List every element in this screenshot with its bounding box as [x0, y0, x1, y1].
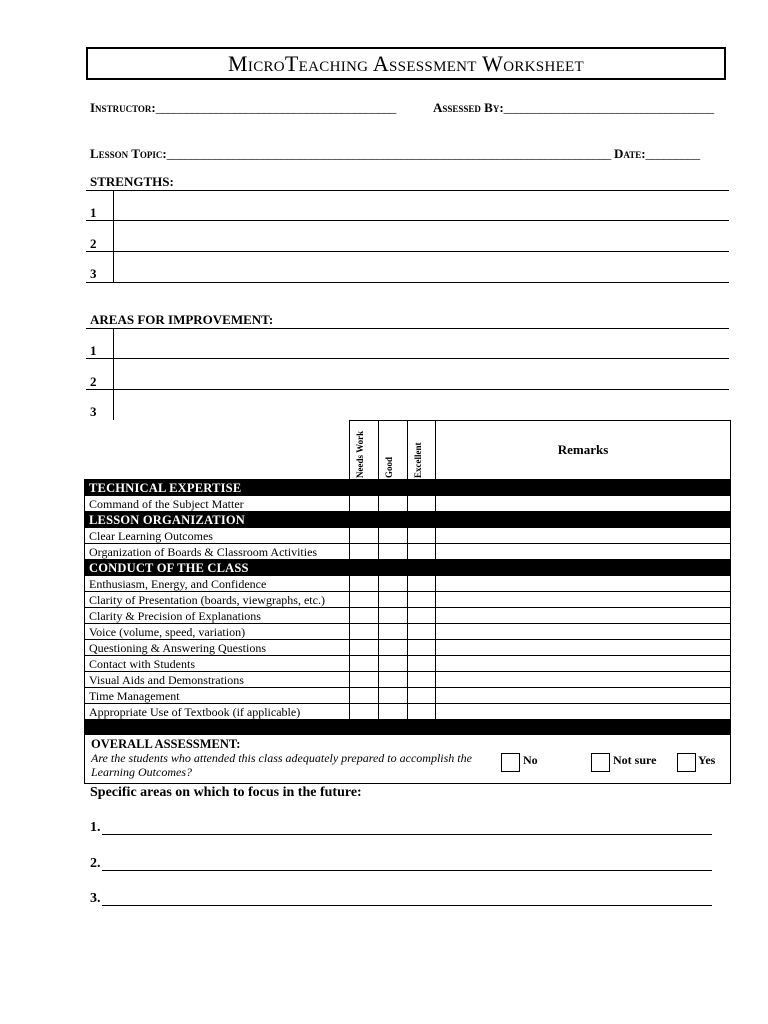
- strength-line-1[interactable]: [86, 220, 729, 221]
- table-row: [85, 656, 731, 672]
- excellent-cell[interactable]: [408, 592, 436, 608]
- criterion-label: Clarity of Presentation (boards, viewgraphs, etc.): [85, 592, 350, 608]
- instructor-label: Instructor:: [90, 100, 156, 115]
- future-heading: Specific areas on which to focus in the future:: [90, 785, 362, 800]
- excellent-cell[interactable]: [408, 544, 436, 560]
- section-header: [85, 560, 731, 576]
- criterion-label: Organization of Boards & Classroom Activities: [85, 544, 350, 560]
- remarks-cell[interactable]: [436, 672, 731, 688]
- needs-work-cell[interactable]: [350, 640, 379, 656]
- page-title: MicroTeaching Assessment Worksheet: [228, 50, 584, 76]
- column-excellent: Excellent: [408, 421, 436, 480]
- table-row: [85, 672, 731, 688]
- section-header: [85, 512, 731, 528]
- table-row: [85, 704, 731, 720]
- good-cell[interactable]: [379, 640, 408, 656]
- excellent-cell[interactable]: [408, 528, 436, 544]
- criterion-label: Time Management: [85, 688, 350, 704]
- strengths-heading: STRENGTHS:: [90, 174, 174, 189]
- instructor-blank[interactable]: ________________________________________: [155, 100, 396, 115]
- good-cell[interactable]: [379, 688, 408, 704]
- rating-table: [84, 420, 731, 784]
- needs-work-cell[interactable]: [350, 592, 379, 608]
- section-header: [85, 480, 731, 496]
- overall-title: OVERALL ASSESSMENT:: [91, 737, 241, 751]
- strength-number-2: 2: [90, 236, 97, 251]
- needs-work-cell[interactable]: [350, 576, 379, 592]
- improvement-number-1: 1: [90, 343, 97, 358]
- excellent-cell[interactable]: [408, 704, 436, 720]
- criterion-label: Clear Learning Outcomes: [85, 528, 350, 544]
- criterion-label: Voice (volume, speed, variation): [85, 624, 350, 640]
- table-row: [85, 608, 731, 624]
- checkbox-no[interactable]: [501, 753, 520, 772]
- criterion-label: Appropriate Use of Textbook (if applicable): [85, 704, 350, 720]
- remarks-cell[interactable]: [436, 704, 731, 720]
- strength-line-3[interactable]: [86, 282, 729, 283]
- column-good: Good: [379, 421, 408, 480]
- needs-work-cell[interactable]: [350, 704, 379, 720]
- assessed-by-field[interactable]: [433, 99, 714, 117]
- table-row: [85, 688, 731, 704]
- strength-number-1: 1: [90, 205, 97, 220]
- section-title: CONDUCT OF THE CLASS: [85, 560, 731, 576]
- improvement-number-2: 2: [90, 374, 97, 389]
- criterion-label: Enthusiasm, Energy, and Confidence: [85, 576, 350, 592]
- remarks-cell[interactable]: [436, 528, 731, 544]
- table-row: [85, 592, 731, 608]
- date-blank[interactable]: _________: [645, 146, 700, 161]
- criterion-label: Questioning & Answering Questions: [85, 640, 350, 656]
- needs-work-cell[interactable]: [350, 608, 379, 624]
- future-line-3[interactable]: [102, 905, 712, 906]
- section-title: LESSON ORGANIZATION: [85, 512, 731, 528]
- table-row: [85, 576, 731, 592]
- excellent-cell[interactable]: [408, 576, 436, 592]
- divider: [113, 328, 114, 420]
- remarks-cell[interactable]: [436, 688, 731, 704]
- good-cell[interactable]: [379, 704, 408, 720]
- date-label: Date:: [614, 146, 646, 161]
- table-row: [85, 544, 731, 560]
- remarks-cell[interactable]: [436, 592, 731, 608]
- table-row: [85, 496, 731, 512]
- overall-assessment-row: [85, 735, 731, 784]
- improvement-line-2[interactable]: [86, 389, 729, 390]
- divider: [113, 190, 114, 282]
- future-number-2: 2.: [90, 856, 101, 871]
- remarks-cell[interactable]: [436, 656, 731, 672]
- divider: [85, 720, 731, 735]
- future-line-1[interactable]: [102, 834, 712, 835]
- future-line-2[interactable]: [102, 870, 712, 871]
- needs-work-cell[interactable]: [350, 688, 379, 704]
- future-number-3: 3.: [90, 891, 101, 906]
- remarks-cell[interactable]: [436, 576, 731, 592]
- improvement-line-1[interactable]: [86, 358, 729, 359]
- excellent-cell[interactable]: [408, 640, 436, 656]
- table-header-row: [85, 421, 731, 480]
- excellent-cell[interactable]: [408, 496, 436, 512]
- checkbox-not-sure[interactable]: [591, 753, 610, 772]
- good-cell[interactable]: [379, 592, 408, 608]
- table-row: [85, 640, 731, 656]
- column-remarks: Remarks: [436, 421, 731, 480]
- good-cell[interactable]: [379, 496, 408, 512]
- divider: [86, 328, 729, 329]
- section-title: TECHNICAL EXPERTISE: [85, 480, 731, 496]
- good-cell[interactable]: [379, 576, 408, 592]
- good-cell[interactable]: [379, 624, 408, 640]
- needs-work-cell[interactable]: [350, 672, 379, 688]
- needs-work-cell[interactable]: [350, 544, 379, 560]
- lesson-topic-field[interactable]: [90, 145, 611, 163]
- column-needs-work: Needs Work: [350, 421, 379, 480]
- criterion-label: Command of the Subject Matter: [85, 496, 350, 512]
- instructor-field[interactable]: [90, 99, 396, 117]
- assessed-by-blank[interactable]: ___________________________________: [503, 100, 714, 115]
- table-row: [85, 624, 731, 640]
- excellent-cell[interactable]: [408, 624, 436, 640]
- remarks-cell[interactable]: [436, 640, 731, 656]
- option-yes-label: Yes: [698, 753, 716, 767]
- good-cell[interactable]: [379, 608, 408, 624]
- needs-work-cell[interactable]: [350, 496, 379, 512]
- assessed-by-label: Assessed By:: [433, 100, 504, 115]
- good-cell[interactable]: [379, 656, 408, 672]
- lesson-topic-label: Lesson Topic:: [90, 146, 167, 161]
- future-number-1: 1.: [90, 820, 101, 835]
- strength-number-3: 3: [90, 266, 97, 281]
- remarks-cell[interactable]: [436, 608, 731, 624]
- remarks-cell[interactable]: [436, 544, 731, 560]
- overall-question: Are the students who attended this class adequately prepared to accomplish the Learning Outcomes?: [91, 751, 472, 779]
- criterion-label: Contact with Students: [85, 656, 350, 672]
- strength-line-2[interactable]: [86, 251, 729, 252]
- excellent-cell[interactable]: [408, 608, 436, 624]
- checkbox-yes[interactable]: [677, 753, 696, 772]
- excellent-cell[interactable]: [408, 672, 436, 688]
- good-cell[interactable]: [379, 544, 408, 560]
- improvement-number-3: 3: [90, 404, 97, 419]
- option-no-label: No: [523, 753, 538, 767]
- divider: [86, 190, 729, 191]
- date-field[interactable]: [614, 145, 700, 163]
- title-box: [86, 47, 726, 80]
- criterion-label: Visual Aids and Demonstrations: [85, 672, 350, 688]
- good-cell[interactable]: [379, 528, 408, 544]
- excellent-cell[interactable]: [408, 688, 436, 704]
- criterion-label: Clarity & Precision of Explanations: [85, 608, 350, 624]
- needs-work-cell[interactable]: [350, 624, 379, 640]
- table-row: [85, 528, 731, 544]
- remarks-cell[interactable]: [436, 496, 731, 512]
- good-cell[interactable]: [379, 672, 408, 688]
- remarks-cell[interactable]: [436, 624, 731, 640]
- needs-work-cell[interactable]: [350, 528, 379, 544]
- option-not-sure-label: Not sure: [613, 753, 657, 767]
- improvement-heading: AREAS FOR IMPROVEMENT:: [90, 312, 274, 327]
- excellent-cell[interactable]: [408, 656, 436, 672]
- needs-work-cell[interactable]: [350, 656, 379, 672]
- lesson-topic-blank[interactable]: __________________________________________________________________________: [166, 146, 611, 161]
